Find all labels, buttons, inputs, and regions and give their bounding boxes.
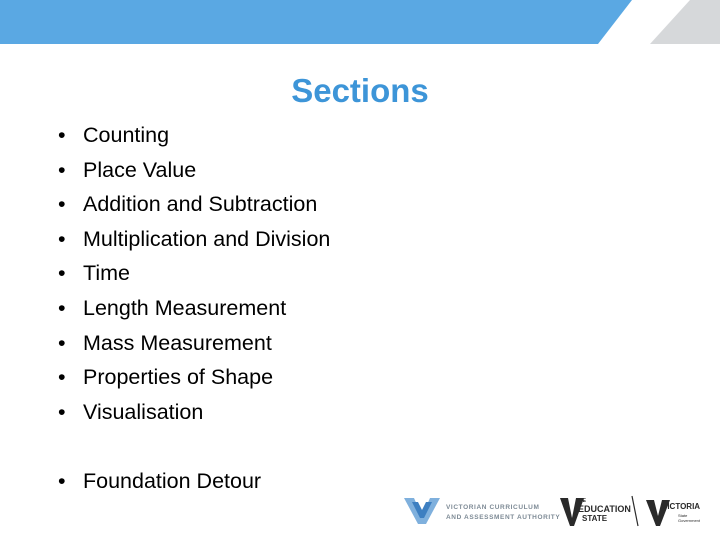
vic-name: VICTORIA (662, 502, 701, 511)
banner-grey-band (650, 0, 720, 44)
slide-title: Sections (291, 72, 429, 109)
list-item: • Time (58, 256, 330, 291)
vcaa-line1: VICTORIAN CURRICULUM (446, 504, 540, 511)
edu-line1: EDUCATION (578, 504, 631, 514)
list-item: • Length Measurement (58, 291, 330, 326)
list-item: • Multiplication and Division (58, 222, 330, 257)
vcaa-line2: AND ASSESSMENT AUTHORITY (446, 514, 561, 521)
edu-divider (632, 496, 638, 526)
vcaa-logo (404, 498, 560, 524)
list-item: • Place Value (58, 153, 330, 188)
vic-sub2: Government (678, 518, 701, 523)
header-banner (0, 0, 720, 44)
extra-list (58, 464, 261, 498)
list-item: • Visualisation (58, 395, 330, 430)
foundation-detour-item: • Foundation Detour (58, 464, 261, 498)
list-item: • Mass Measurement (58, 326, 330, 361)
edu-line2: STATE (582, 514, 608, 523)
sections-list (58, 118, 330, 429)
education-state-logo (560, 496, 638, 526)
victoria-government-logo (646, 500, 701, 526)
edu-the: THE (576, 498, 586, 504)
banner-blue-band (0, 0, 632, 44)
list-item: • Counting (58, 118, 330, 153)
list-item: • Addition and Subtraction (58, 187, 330, 222)
list-item: • Properties of Shape (58, 360, 330, 395)
vic-sub1: State (678, 513, 688, 518)
footer-logos (400, 492, 710, 532)
